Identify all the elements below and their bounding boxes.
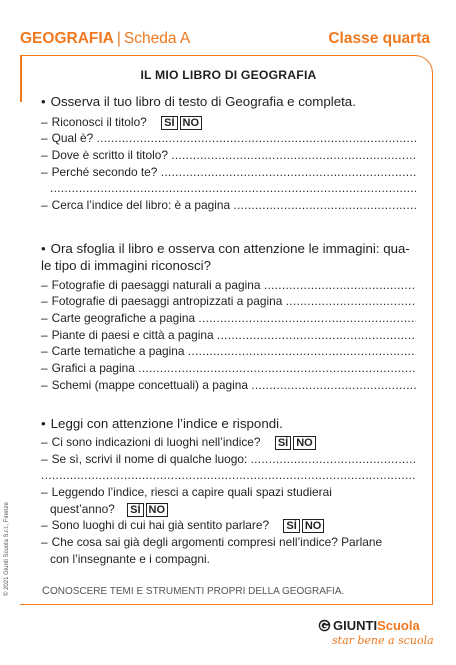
bullet-icon: • (41, 416, 46, 432)
header-separator: | (116, 30, 121, 47)
dash: – (41, 377, 48, 392)
list-item (41, 434, 416, 451)
yes-no-choice[interactable] (282, 517, 324, 534)
answer-line[interactable] (138, 360, 416, 377)
answer-line[interactable] (97, 130, 416, 147)
answer-line[interactable] (286, 293, 416, 310)
worksheet-title: IL MIO LIBRO DI GEOGRAFIA (140, 68, 317, 82)
dash: – (41, 327, 48, 342)
item-text: Qual è? (51, 131, 94, 146)
dash: – (41, 197, 48, 212)
yes-no-choice[interactable] (274, 434, 316, 451)
dash: – (41, 147, 48, 162)
answer-line[interactable] (50, 180, 416, 197)
item-text: Se sì, scrivi il nome di qualche luogo: (51, 451, 248, 466)
dash: – (41, 484, 48, 499)
bullet-icon: • (41, 240, 46, 256)
item-text: Perché secondo te? (51, 164, 158, 179)
page-header (20, 30, 430, 54)
list-item (41, 451, 416, 468)
list-item (41, 310, 416, 327)
no-box[interactable]: NO (302, 519, 325, 533)
item-text: Fotografie di paesaggi naturali a pagina (51, 277, 261, 292)
logo-word2: Scuola (377, 618, 420, 633)
list-item (41, 180, 416, 197)
list-item (41, 360, 416, 377)
list-item (41, 327, 416, 344)
dash: – (41, 535, 48, 550)
logo-word1: GIUNTI (333, 618, 378, 633)
item-text: Piante di paesi e città a pagina (51, 327, 214, 342)
yes-box[interactable]: SÌ (127, 503, 143, 517)
answer-line[interactable] (171, 147, 416, 164)
dash: – (41, 518, 48, 533)
item-text: Cerca l’indice del libro: è a pagina (51, 197, 231, 212)
item-text: Grafici a pagina (51, 361, 135, 376)
logo-wordmark (333, 618, 420, 633)
logo-tagline: star bene a scuola (332, 634, 434, 647)
item-text: Dove è scritto il titolo? (51, 147, 168, 162)
header-subject (20, 30, 190, 48)
frame-left-edge (20, 55, 22, 102)
subject-label: GEOGRAFIA (20, 30, 114, 47)
giunti-g-icon (318, 619, 331, 632)
list-item (41, 147, 416, 164)
yes-box[interactable]: SÌ (161, 116, 177, 130)
dash: – (41, 451, 48, 466)
item-text: Che cosa sai già degli argomenti compresi nell’indice? Parlane (51, 535, 383, 550)
section1-question (41, 93, 416, 111)
dash: – (41, 344, 48, 359)
answer-line[interactable] (198, 310, 416, 327)
list-item (41, 164, 416, 181)
objective-initial: C (42, 585, 50, 597)
dash: – (41, 361, 48, 376)
list-item (41, 130, 416, 147)
section2-question-line2: le tipo di immagini riconosci? (41, 258, 211, 274)
worksheet-content (41, 68, 416, 567)
list-item (41, 343, 416, 360)
answer-line[interactable] (41, 467, 416, 484)
item-text: Riconosci il titolo? (51, 114, 147, 129)
copyright-notice: © 2021 Giunti Scuola S.r.l., Firenze (4, 502, 10, 596)
answer-line[interactable] (161, 164, 416, 181)
dash: – (41, 114, 48, 129)
publisher-logo (318, 618, 434, 655)
item-text: Leggendo l’indice, riesci a capire quali spazi studierai (51, 484, 332, 499)
list-item (41, 114, 416, 131)
section3-question (41, 415, 416, 433)
item-text: Sono luoghi di cui hai già sentito parlare? (51, 518, 270, 533)
list-item (41, 534, 416, 551)
item-text: Carte tematiche a pagina (51, 344, 185, 359)
list-item (41, 277, 416, 294)
list-item (41, 501, 416, 518)
yes-box[interactable]: SÌ (283, 519, 299, 533)
section2-question (41, 240, 416, 275)
list-item (41, 517, 416, 534)
yes-box[interactable]: SÌ (275, 436, 291, 450)
list-item (41, 551, 416, 568)
dash: – (41, 434, 48, 449)
grade-label: Classe quarta (328, 30, 430, 47)
section1-question-text: Osserva il tuo libro di testo di Geografia e completa. (50, 94, 356, 109)
dash: – (41, 131, 48, 146)
yes-no-choice[interactable] (126, 501, 168, 518)
sheet-label: Scheda A (123, 30, 191, 47)
item-text: Carte geografiche a pagina (51, 310, 196, 325)
answer-line[interactable] (217, 327, 416, 344)
dash: – (41, 277, 48, 292)
answer-line[interactable] (188, 343, 416, 360)
answer-line[interactable] (264, 277, 416, 294)
answer-line[interactable] (251, 451, 416, 468)
dash: – (41, 164, 48, 179)
item-text: con l’insegnante e i compagni. (50, 551, 210, 566)
list-item (41, 484, 416, 501)
no-box[interactable]: NO (180, 116, 203, 130)
answer-line[interactable] (233, 197, 416, 214)
list-item (41, 197, 416, 214)
item-text: Fotografie di paesaggi antropizzati a pagina (51, 294, 283, 309)
item-text: quest’anno? (50, 501, 115, 516)
no-box[interactable]: NO (293, 436, 316, 450)
item-text: Schemi (mappe concettuali) a pagina (51, 377, 248, 392)
learning-objective (42, 585, 344, 597)
answer-line[interactable] (251, 377, 416, 394)
section2-question-line1: Ora sfoglia il libro e osserva con attenzione le immagini: qua- (50, 240, 410, 256)
yes-no-choice[interactable] (160, 114, 202, 131)
section3-question-text: Leggi con attenzione l’indice e rispondi. (50, 416, 283, 432)
dash: – (41, 310, 48, 325)
list-item (41, 467, 416, 484)
objective-text: ONOSCERE TEMI E STRUMENTI PROPRI DELLA GEOGRAFIA. (49, 586, 345, 597)
list-item (41, 377, 416, 394)
dash: – (41, 294, 48, 309)
no-box[interactable]: NO (146, 503, 169, 517)
list-item (41, 293, 416, 310)
item-text: Ci sono indicazioni di luoghi nell’indice? (51, 434, 261, 449)
bullet-icon: • (41, 94, 46, 109)
